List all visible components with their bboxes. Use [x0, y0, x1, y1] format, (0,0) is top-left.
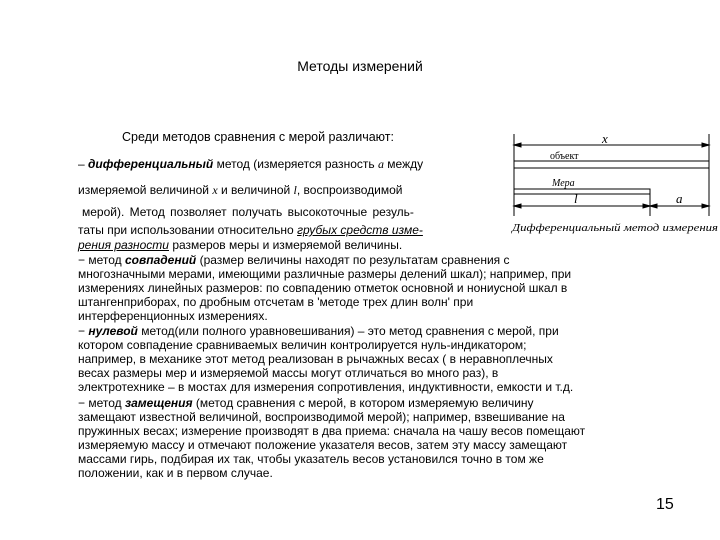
subst-line-5: массами гирь, подбирая их так, чтобы указатель весов установился точно в том же — [78, 452, 544, 466]
diagram-l-label: l — [574, 191, 578, 206]
null-line-1: − нулевой метод(или полного уравновешивания) – это метод сравнения с мерой, при — [78, 324, 559, 338]
diagram-a-label: a — [676, 191, 683, 206]
coinc-line-4: штангенприборах, по дробным отсчетам в 'методе трех длин волн' при — [78, 295, 474, 309]
null-line-2: котором совпадение сравниваемых величин контролируется нуль-индикатором; — [78, 338, 527, 352]
intro-text: Среди методов сравнения с мерой различают: — [122, 130, 394, 144]
page-title: Методы измерений — [297, 58, 423, 74]
null-line-5: электротехнике – в мостах для измерения сопротивления, индуктивности, емкости и т.д. — [78, 380, 574, 394]
differential-method-diagram — [508, 132, 720, 240]
subst-line-1: − метод замещения (метод сравнения с мерой, в котором измеряемую величину — [78, 396, 534, 410]
diff-term: дифференциальный — [88, 157, 214, 171]
diff-line-5: рения разности размеров меры и измеряемой величины. — [78, 238, 403, 252]
coinc-line-3: измерениях линейных размеров: по совпадению отметок основной и нониусной шкал в — [78, 281, 568, 295]
null-line-4: весах размеры мер и измеряемой массы могут отличаться во много раз), в — [78, 366, 499, 380]
subst-line-6: положении, как и в первом случае. — [78, 466, 273, 480]
diff-line-3: мерой). Метод позволяет получать высокоточные резуль- — [82, 205, 414, 219]
null-term: нулевой — [88, 324, 138, 338]
diagram-object-label: объект — [550, 151, 579, 162]
diff-line-1: – дифференциальный метод (измеряется разность a между — [78, 157, 424, 171]
subst-line-3: пружинных весах; измерение производят в два приема: сначала на чашу весов помещают — [78, 424, 586, 438]
diagram-measure-label: Мера — [552, 178, 575, 189]
diagram-x-label: x — [602, 132, 608, 146]
diagram-caption: Дифференциальный метод измерения — [510, 223, 719, 234]
page-number: 15 — [656, 496, 674, 513]
coinc-line-2: многозначными мерами, имеющими различные размеры делений шкал); например, при — [78, 267, 572, 281]
coinc-line-5: интерференционных измерениях. — [78, 309, 268, 323]
diff-line-2: измеряемой величиной x и величиной l, воспроизводимой — [78, 183, 403, 197]
subst-line-4: измеряемую массу и отмечают положение указателя весов, затем эту массу замещают — [78, 438, 568, 452]
diff-line-4: таты при использовании относительно грубых средств изме- — [78, 223, 423, 237]
subst-line-2: замещают известной величиной, воспроизводимой мерой); например, взвешивание на — [78, 410, 565, 424]
coinc-term: совпадений — [124, 253, 197, 267]
subst-term: замещения — [124, 396, 193, 410]
coinc-line-1: − метод совпадений (размер величины находят по результатам сравнения с — [78, 253, 510, 267]
null-line-3: например, в механике этот метод реализован в рычажных весах ( в неравноплечных — [78, 352, 553, 366]
